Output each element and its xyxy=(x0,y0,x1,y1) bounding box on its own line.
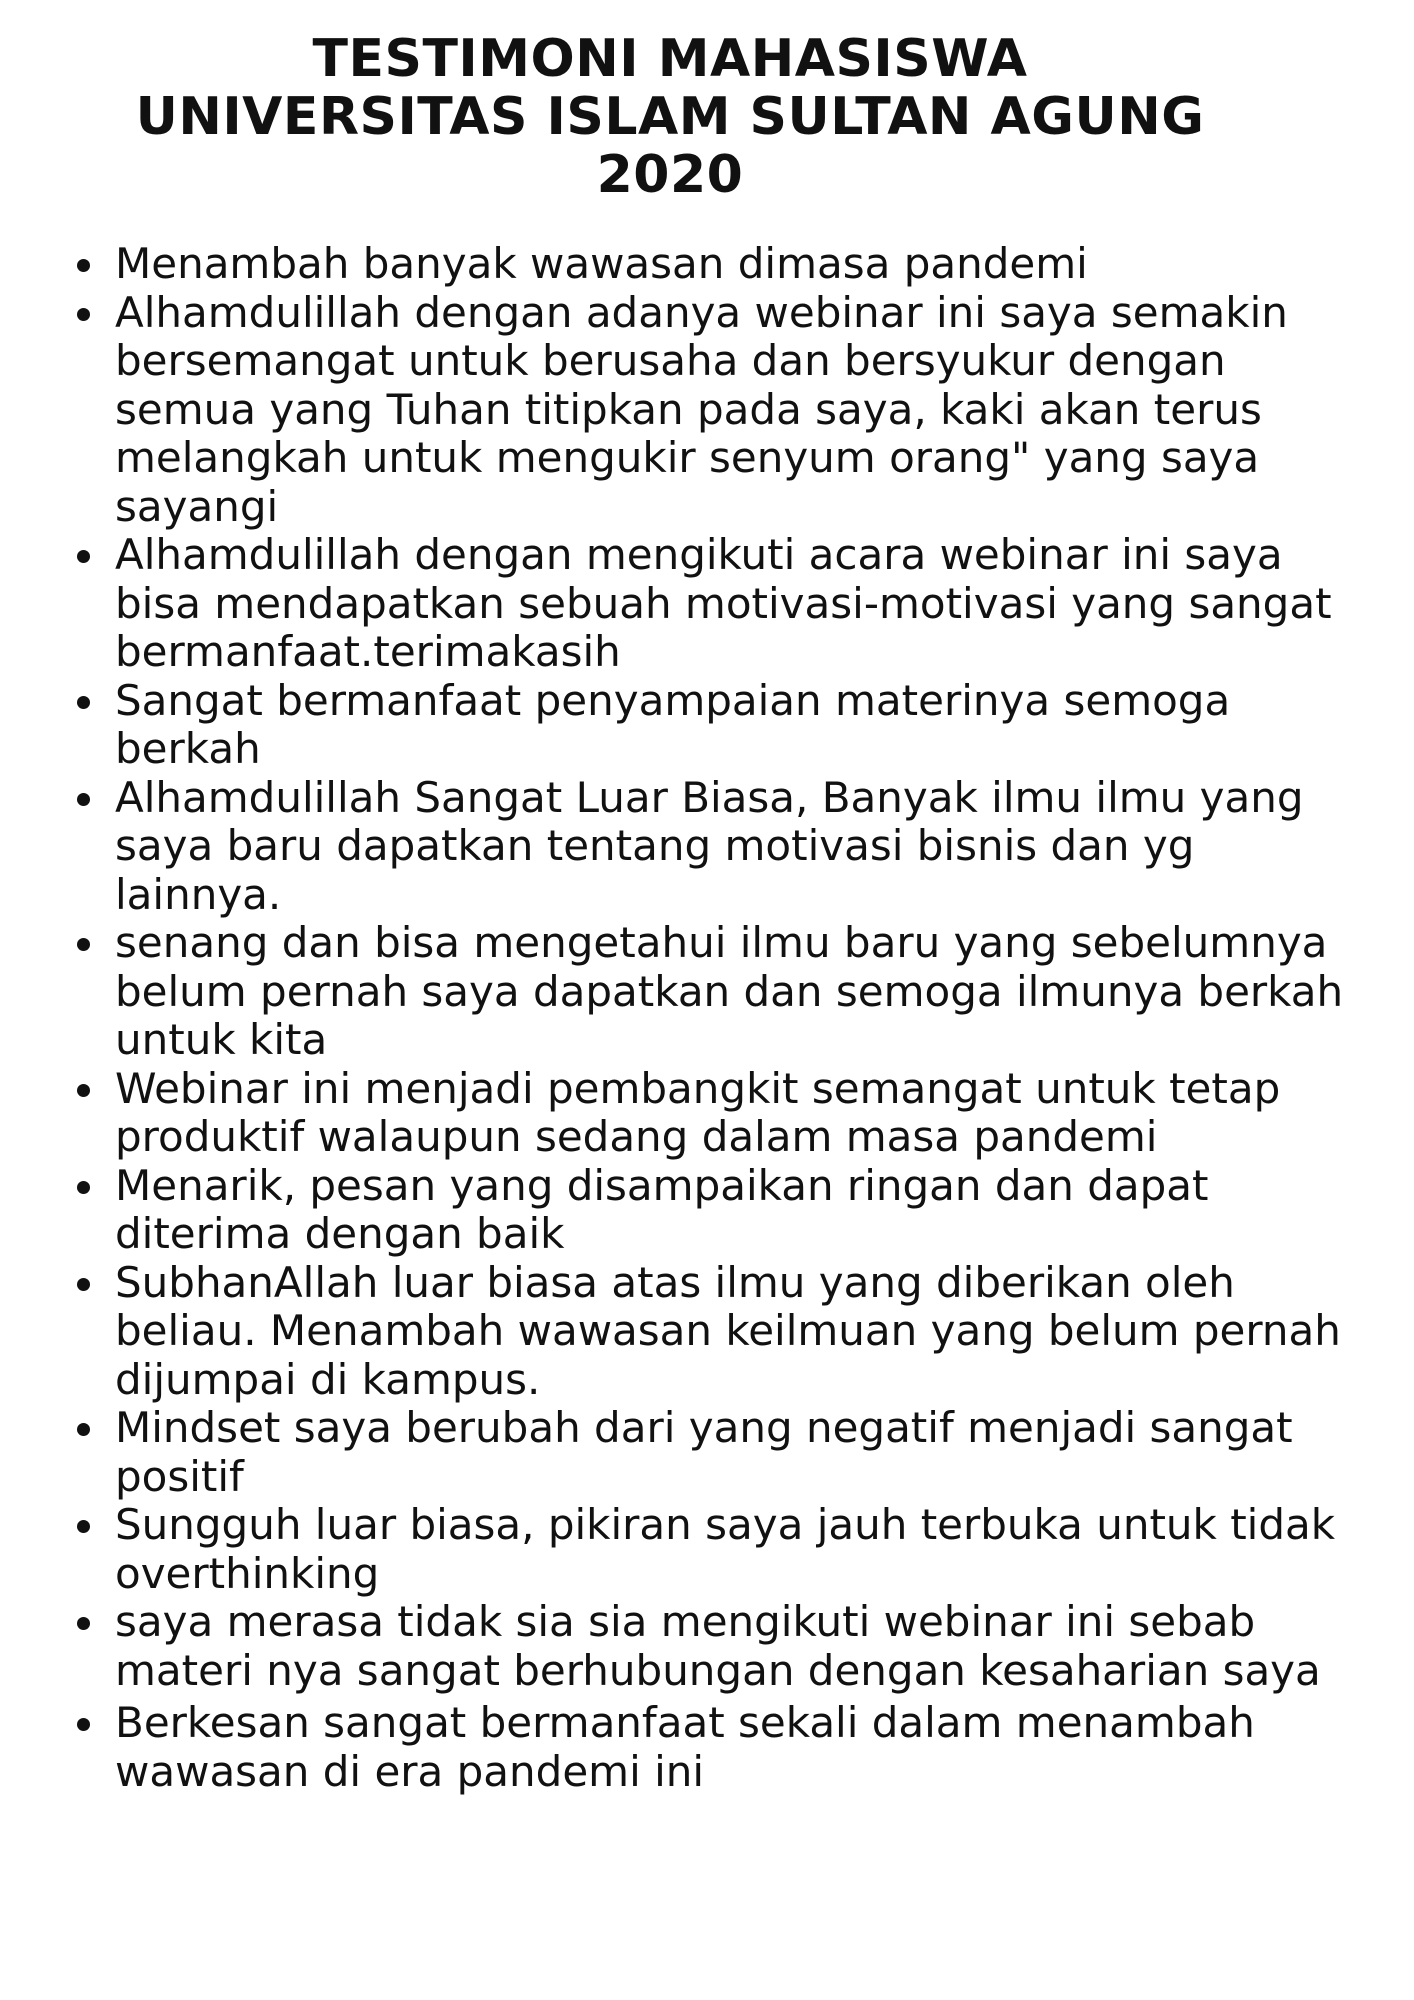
bullet-icon xyxy=(77,550,90,563)
testimonial-text: Webinar ini menjadi pembangkit semangat untuk tetap produktif walaupun sedang dalam masa pandemi xyxy=(115,1063,1281,1161)
testimonial-text: Alhamdulillah Sangat Luar Biasa, Banyak ilmu ilmu yang saya baru dapatkan tentang motivasi bisnis dan yg lainnya. xyxy=(115,772,1304,919)
bullet-icon xyxy=(77,1278,90,1291)
list-item xyxy=(115,531,1365,677)
testimonial-text: senang dan bisa mengetahui ilmu baru yang sebelumnya belum pernah saya dapatkan dan semoga ilmunya berkah untuk kita xyxy=(115,918,1344,1064)
list-item xyxy=(115,1598,1365,1695)
testimonial-text: Sungguh luar biasa, pikiran saya jauh terbuka untuk tidak overthinking xyxy=(115,1500,1336,1598)
bullet-icon xyxy=(77,1084,90,1097)
testimonial-text: Alhamdulillah dengan mengikuti acara webinar ini saya bisa mendapatkan sebuah motivasi-motivasi yang sangat bermanfaat.terimakasih xyxy=(115,530,1332,676)
list-item xyxy=(115,774,1365,920)
list-item xyxy=(115,1699,1365,1796)
testimonial-text: Mindset saya berubah dari yang negatif menjadi sangat positif xyxy=(115,1403,1293,1501)
bullet-icon xyxy=(77,793,90,806)
title-line-3: 2020 xyxy=(596,145,744,205)
testimonial-list xyxy=(115,240,1365,1796)
list-item xyxy=(115,1259,1365,1405)
list-item xyxy=(115,919,1365,1065)
page-title xyxy=(0,30,1340,204)
testimonial-text: Menarik, pesan yang disampaikan ringan dan dapat diterima dengan baik xyxy=(115,1160,1209,1258)
bullet-icon xyxy=(77,1181,90,1194)
bullet-icon xyxy=(77,938,90,951)
bullet-icon xyxy=(77,1520,90,1533)
bullet-icon xyxy=(77,308,90,321)
bullet-icon xyxy=(77,1718,90,1731)
testimonial-text: Sangat bermanfaat penyampaian materinya semoga berkah xyxy=(115,675,1231,773)
testimonial-text: Menambah banyak wawasan dimasa pandemi xyxy=(115,239,1088,288)
bullet-icon xyxy=(77,1423,90,1436)
list-item xyxy=(115,289,1365,532)
title-line-2: UNIVERSITAS ISLAM SULTAN AGUNG xyxy=(135,87,1205,147)
bullet-icon xyxy=(77,696,90,709)
list-item xyxy=(115,1065,1365,1162)
title-line-1: TESTIMONI MAHASISWA xyxy=(312,29,1028,89)
list-item xyxy=(115,1162,1365,1259)
list-item xyxy=(115,1404,1365,1501)
testimonial-text: SubhanAllah luar biasa atas ilmu yang diberikan oleh beliau. Menambah wawasan keilmuan yang belum pernah dijumpai di kampus. xyxy=(115,1257,1341,1404)
testimonial-text: Alhamdulillah dengan adanya webinar ini saya semakin bersemangat untuk berusaha dan bersyukur dengan semua yang Tuhan titipkan pada saya, kaki akan terus melangkah untuk mengukir senyum orang" yang saya sayangi xyxy=(115,287,1288,531)
testimonial-text: Berkesan sangat bermanfaat sekali dalam menambah wawasan di era pandemi ini xyxy=(115,1698,1255,1796)
bullet-icon xyxy=(77,1617,90,1630)
testimonial-text: saya merasa tidak sia sia mengikuti webinar ini sebab materi nya sangat berhubungan dengan kesaharian saya xyxy=(115,1597,1321,1695)
list-item xyxy=(115,240,1365,289)
list-item xyxy=(115,677,1365,774)
list-item xyxy=(115,1501,1365,1598)
bullet-icon xyxy=(77,259,90,272)
